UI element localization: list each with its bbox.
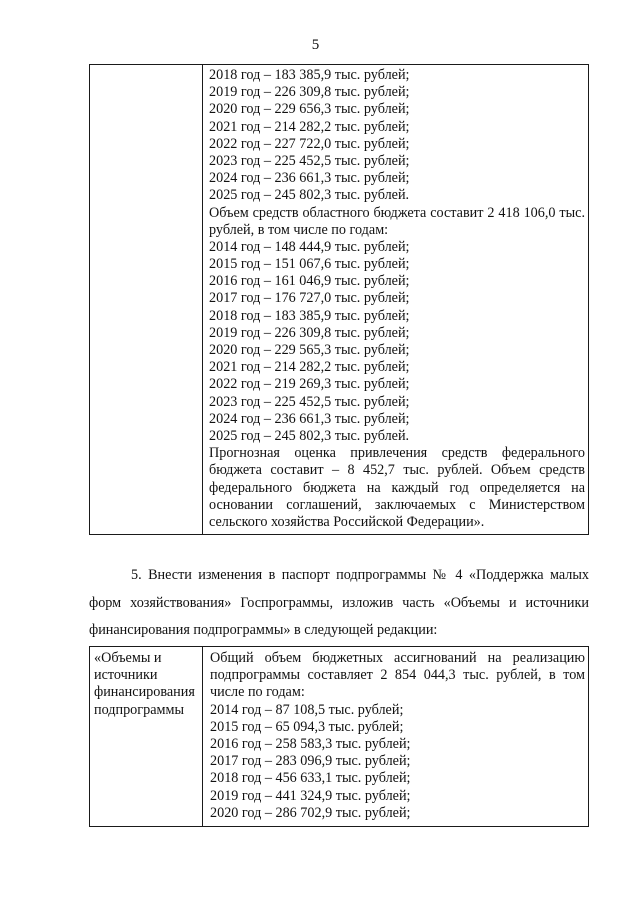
year-line: 2019 год – 226 309,8 тыс. рублей; — [209, 324, 410, 341]
year-line: 2021 год – 214 282,2 тыс. рублей; — [209, 118, 410, 135]
year-line: 2014 год – 87 108,5 тыс. рублей; — [210, 701, 404, 718]
year-line: 2020 год – 286 702,9 тыс. рублей; — [210, 804, 411, 821]
year-line: 2020 год – 229 656,3 тыс. рублей; — [209, 101, 410, 118]
year-line: 2024 год – 236 661,3 тыс. рублей; — [209, 410, 410, 427]
year-line: 2018 год – 183 385,9 тыс. рублей; — [209, 67, 410, 83]
year-line: 2022 год – 219 269,3 тыс. рублей; — [209, 376, 410, 393]
year-line: 2021 год – 214 282,2 тыс. рублей; — [209, 359, 410, 376]
year-line: 2015 год – 65 094,3 тыс. рублей; — [210, 718, 404, 735]
year-line: 2022 год – 227 722,0 тыс. рублей; — [209, 135, 410, 152]
year-line: 2018 год – 456 633,1 тыс. рублей; — [210, 770, 411, 787]
subprogram-funding-table — [89, 646, 589, 827]
year-line: 2016 год – 258 583,3 тыс. рублей; — [210, 735, 411, 752]
page-number: 5 — [311, 37, 320, 53]
table1-left-cell — [90, 65, 203, 535]
year-line: 2025 год – 245 802,3 тыс. рублей. — [209, 187, 410, 204]
funding-table-continued — [89, 64, 589, 535]
year-line: 2016 год – 161 046,9 тыс. рублей; — [209, 273, 410, 290]
year-line: 2018 год – 183 385,9 тыс. рублей; — [209, 307, 410, 324]
total-allocation-text: Общий объем бюджетных ассигнований на реализацию подпрограммы составляет 2 854 044,3 тыс. рублей, в том числе по годам: — [210, 650, 585, 701]
year-line: 2024 год – 236 661,3 тыс. рублей; — [209, 170, 410, 187]
table2-left-cell: «Объемы и источники финансирования подпрограммы — [90, 647, 203, 827]
table1-right-cell — [203, 65, 589, 535]
amendment-paragraph: 5. Внести изменения в паспорт подпрограммы № 4 «Поддержка малых форм хозяйствования» Госпрограммы, изложив часть «Объемы и источники финансирования подпрограммы» в следующей редакции: — [89, 567, 589, 638]
federal-budget-text: Прогнозная оценка привлечения средств федерального бюджета составит – 8 452,7 тыс. рублей. Объем средств федерального бюджета на каждый год определяется на основании соглашений, заключаемых с Министерством сельского хозяйства Российской Федерации». — [209, 445, 585, 530]
year-line: 2017 год – 283 096,9 тыс. рублей; — [210, 753, 411, 770]
year-line: 2015 год – 151 067,6 тыс. рублей; — [209, 256, 410, 273]
year-line: 2019 год – 441 324,9 тыс. рублей; — [210, 787, 411, 804]
regional-budget-text: Объем средств областного бюджета составит 2 418 106,0 тыс. рублей, в том числе по годам: — [209, 204, 585, 238]
year-line: 2017 год – 176 727,0 тыс. рублей; — [209, 290, 410, 307]
year-line: 2019 год – 226 309,8 тыс. рублей; — [209, 84, 410, 101]
year-line: 2025 год – 245 802,3 тыс. рублей. — [209, 427, 410, 444]
year-line: 2020 год – 229 565,3 тыс. рублей; — [209, 342, 410, 359]
year-line: 2014 год – 148 444,9 тыс. рублей; — [209, 238, 410, 255]
table2-right-cell — [203, 647, 589, 827]
year-line: 2023 год – 225 452,5 тыс. рублей; — [209, 152, 410, 169]
year-line: 2023 год – 225 452,5 тыс. рублей; — [209, 393, 410, 410]
